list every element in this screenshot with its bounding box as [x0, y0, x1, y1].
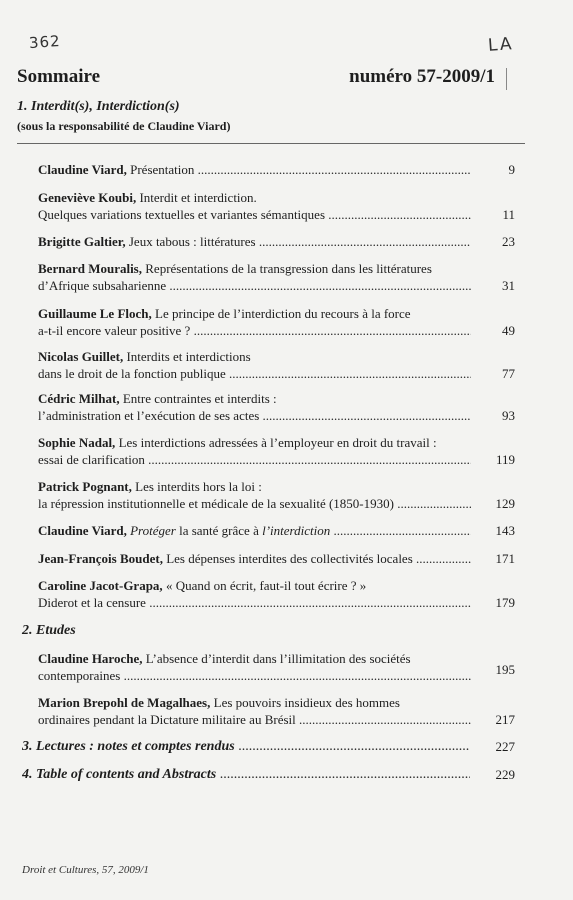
entry-title: « Quand on écrit, faut-il tout écrire ? » [165, 578, 367, 593]
entry-title: Jeux tabous : littératures [128, 234, 256, 249]
entry-author: Claudine Viard, [38, 523, 127, 538]
entry-page: 77 [502, 366, 515, 381]
entry-author: Brigitte Galtier, [38, 234, 126, 249]
toc-entry[interactable] [38, 260, 515, 294]
entry-author: Geneviève Koubi, [38, 190, 137, 205]
toc-entry[interactable] [38, 348, 515, 382]
handwritten-page-number: 362 [28, 31, 62, 53]
entry-title: Interdit et interdiction. [139, 190, 257, 205]
entry-page: 93 [502, 408, 515, 423]
entry-title-cont: Diderot et la censure [38, 595, 146, 610]
entry-page: 229 [495, 767, 515, 782]
entry-author: Bernard Mouralis, [38, 261, 142, 276]
entry-author: Jean-François Boudet, [38, 551, 163, 566]
toc-section-4[interactable] [22, 766, 515, 783]
section-4-heading: 4. Table of contents and Abstracts [22, 767, 217, 782]
entry-title: Représentations de la transgression dans les littératures [145, 261, 432, 276]
entry-title: Les pouvoirs insidieux des hommes [213, 695, 400, 710]
entry-page: 119 [495, 452, 515, 467]
entry-title-cont: dans le droit de la fonction publique [38, 366, 226, 381]
entry-title: la santé grâce à [175, 523, 263, 538]
section-2-heading: 2. Etudes [22, 623, 76, 638]
entry-title-cont: Quelques variations textuelles et variantes sémantiques [38, 207, 325, 222]
entry-title-cont: la répression institutionnelle et médicale de la sexualité (1850-1930) [38, 496, 394, 511]
entry-title-cont: a-t-il encore valeur positive ? [38, 323, 191, 338]
entry-author: Cédric Milhat, [38, 391, 120, 406]
entry-page: 49 [502, 323, 515, 338]
entry-title: Présentation [130, 162, 195, 177]
page-footer: Droit et Cultures, 57, 2009/1 [22, 864, 149, 876]
entry-title-cont: ordinaires pendant la Dictature militaire au Brésil [38, 712, 296, 727]
toc-entry[interactable] [38, 189, 515, 223]
entry-page: 227 [495, 739, 515, 754]
toc-entry[interactable] [38, 550, 515, 567]
toc-entry[interactable] [38, 522, 515, 539]
entry-title-cont: l’administration et l’exécution de ses actes [38, 408, 260, 423]
toc-entry[interactable] [38, 434, 515, 468]
entry-author: Claudine Haroche, [38, 651, 143, 666]
entry-page: 171 [495, 551, 515, 566]
divider [17, 143, 525, 144]
margin-rule [506, 68, 507, 90]
toc-entry[interactable] [38, 161, 515, 178]
toc-entry[interactable] [38, 390, 515, 424]
toc-entry[interactable] [38, 233, 515, 250]
section-1-heading: 1. Interdit(s), Interdiction(s) [17, 99, 180, 114]
entry-page: 217 [495, 712, 515, 727]
section-1-subheading: (sous la responsabilité de Claudine Viard) [17, 119, 231, 133]
entry-author: Guillaume Le Floch, [38, 306, 152, 321]
entry-page: 179 [495, 595, 515, 610]
toc-entry[interactable] [38, 478, 515, 512]
entry-title: Interdits et interdictions [126, 349, 251, 364]
toc-entry[interactable] [38, 694, 515, 728]
entry-title: Entre contraintes et interdits : [122, 391, 277, 406]
entry-page: 31 [502, 278, 515, 293]
entry-page: 9 [508, 162, 515, 177]
toc-entry[interactable] [38, 650, 515, 684]
entry-title: Le principe de l’interdiction du recours à la force [155, 306, 411, 321]
entry-page: 23 [502, 234, 515, 249]
entry-author: Claudine Viard, [38, 162, 127, 177]
entry-author: Marion Brepohl de Magalhaes, [38, 695, 211, 710]
entry-page: 11 [502, 207, 515, 222]
entry-title: Les interdits hors la loi : [135, 479, 262, 494]
toc-section-3[interactable] [22, 738, 515, 755]
entry-author: Sophie Nadal, [38, 435, 116, 450]
entry-title-italic: Protéger [130, 523, 176, 538]
entry-page: 143 [495, 523, 515, 538]
entry-author: Nicolas Guillet, [38, 349, 124, 364]
entry-title: Les dépenses interdites des collectivités locales [166, 551, 413, 566]
issue-number: numéro 57-2009/1 [349, 66, 495, 87]
entry-page: 195 [495, 662, 515, 677]
entry-title-italic-2: l’interdiction [262, 523, 331, 538]
handwritten-initials: LA [487, 34, 515, 56]
toc-entry[interactable] [38, 305, 515, 339]
entry-author: Patrick Pognant, [38, 479, 132, 494]
entry-title: Les interdictions adressées à l’employeur en droit du travail : [118, 435, 437, 450]
toc-entry[interactable] [38, 577, 515, 611]
entry-title-cont: contemporaines [38, 668, 121, 683]
page-title: Sommaire [17, 66, 101, 87]
section-3-heading: 3. Lectures : notes et comptes rendus [22, 739, 235, 754]
entry-page: 129 [495, 496, 515, 511]
entry-title: L’absence d’interdit dans l’illimitation des sociétés [145, 651, 411, 666]
entry-title-cont: essai de clarification [38, 452, 145, 467]
entry-author: Caroline Jacot-Grapa, [38, 578, 163, 593]
entry-title-cont: d’Afrique subsaharienne [38, 278, 167, 293]
